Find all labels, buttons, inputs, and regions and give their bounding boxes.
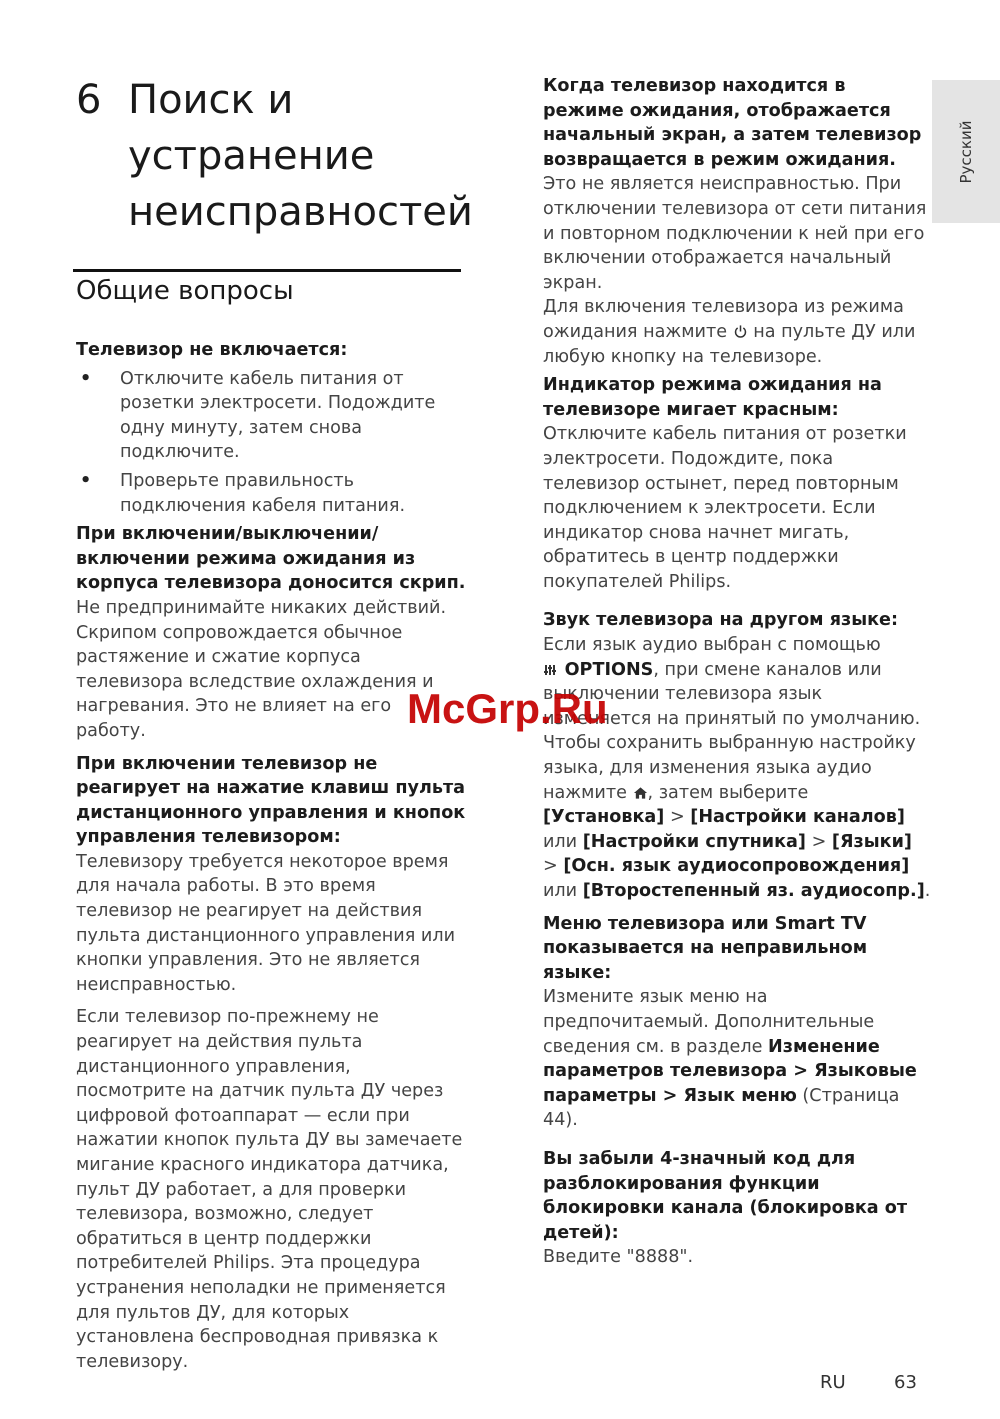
section-divider xyxy=(73,269,461,272)
language-tab-label: Русский xyxy=(957,120,975,184)
question-standby-screen: Когда телевизор находится в режиме ожидания, отображается начальный экран, а затем телевизор возвращается в режим ожидания. xyxy=(543,76,922,170)
chapter-title: Поиск и устранение неисправностей xyxy=(128,77,473,235)
answer-menu-language: Измените язык меню на предпочитаемый. Дополнительные сведения см. в разделе Изменение параметров телевизора > Языковые параметры > Язык меню (Страница 44). xyxy=(543,987,917,1131)
question-audio-language: Звук телевизора на другом языке: xyxy=(543,610,899,631)
question-forgot-code: Вы забыли 4-значный код для разблокирования функции блокировки канала (блокировка от детей): xyxy=(543,1148,908,1243)
power-icon xyxy=(733,324,748,339)
left-column xyxy=(76,338,466,1374)
list-item: • Отключите кабель питания от розетки электросети. Подождите одну минуту, затем снова подключите. xyxy=(80,368,436,463)
question-red-indicator: Индикатор режима ожидания на телевизоре мигает красным: xyxy=(543,375,882,420)
question-creaking: При включении/выключении/включении режима ожидания из корпуса телевизора доносится скрип. xyxy=(76,524,466,594)
answer-audio-language: Если язык аудио выбран с помощью OPTIONS, при смене каналов или выключении телевизора язык изменяется на принятый по умолчанию. Чтобы сохранить выбранную настройку языка, для изменения языка аудио нажмите , затем выберите [Установка] > [Настройки каналов] или [Настройки спутника] > [Языки] > [Осн. язык аудиосопровождения] или [Второстепенный яз. аудиосопр.]. xyxy=(543,635,931,901)
answer-standby-screen: Это не является неисправностью. При отключении телевизора от сети питания и повторном подключении к ней при его включении отображается начальный экран. xyxy=(543,174,927,293)
question-tv-not-on: Телевизор не включается: xyxy=(76,340,348,360)
answer-no-response: Телевизору требуется некоторое время для начала работы. В это время телевизор не реагирует на действия пульта дистанционного управления или кнопки управления. Это не является неисправностью. xyxy=(76,851,456,995)
question-menu-language: Меню телевизора или Smart TV показывается на неправильном языке: xyxy=(543,913,868,983)
watermark: McGrp.Ru xyxy=(407,685,608,732)
bullet-list xyxy=(76,367,466,519)
list-item: • Проверьте правильность подключения кабеля питания. xyxy=(80,470,406,516)
answer-creaking: Не предпринимайте никаких действий. Скрипом сопровождается обычное растяжение и сжатие корпуса телевизора вследствие охлаждения и нагревания. Это не влияет на его работу. xyxy=(76,597,447,741)
answer-forgot-code: Введите "8888". xyxy=(543,1247,694,1268)
question-no-response: При включении телевизор не реагирует на нажатие клавиш пульта дистанционного управления и кнопок управления телевизором: xyxy=(76,753,466,848)
options-icon xyxy=(543,663,559,677)
chapter-number: 6 xyxy=(76,77,102,123)
section-title: Общие вопросы xyxy=(76,276,294,306)
answer-standby-power: Для включения телевизора из режима ожидания нажмите на пульте ДУ или любую кнопку на телевизоре. xyxy=(543,297,916,367)
page-number: 63 xyxy=(894,1372,917,1393)
right-column xyxy=(543,74,931,1270)
home-icon xyxy=(633,786,648,800)
answer-red-indicator: Отключите кабель питания от розетки электросети. Подождите, пока телевизор остынет, перед повторным подключением к электросети. Если индикатор снова начнет мигать, обратитесь в центр поддержки покупателей Philips. xyxy=(543,424,907,592)
answer-remote-check: Если телевизор по-прежнему не реагирует на действия пульта дистанционного управления, посмотрите на датчик пульта ДУ через цифровой фотоаппарат — если при нажатии кнопок пульта ДУ вы замечаете мигание красного индикатора датчика, пульт ДУ работает, а для проверки телевизора, возможно, следует обратиться в центр поддержки потребителей Philips. Эта процедура устранения неполадки не применяется для пультов ДУ, для которых установлена беспроводная привязка к телевизору. xyxy=(76,1007,463,1372)
footer-language: RU xyxy=(820,1372,846,1393)
language-tab xyxy=(932,80,1000,223)
